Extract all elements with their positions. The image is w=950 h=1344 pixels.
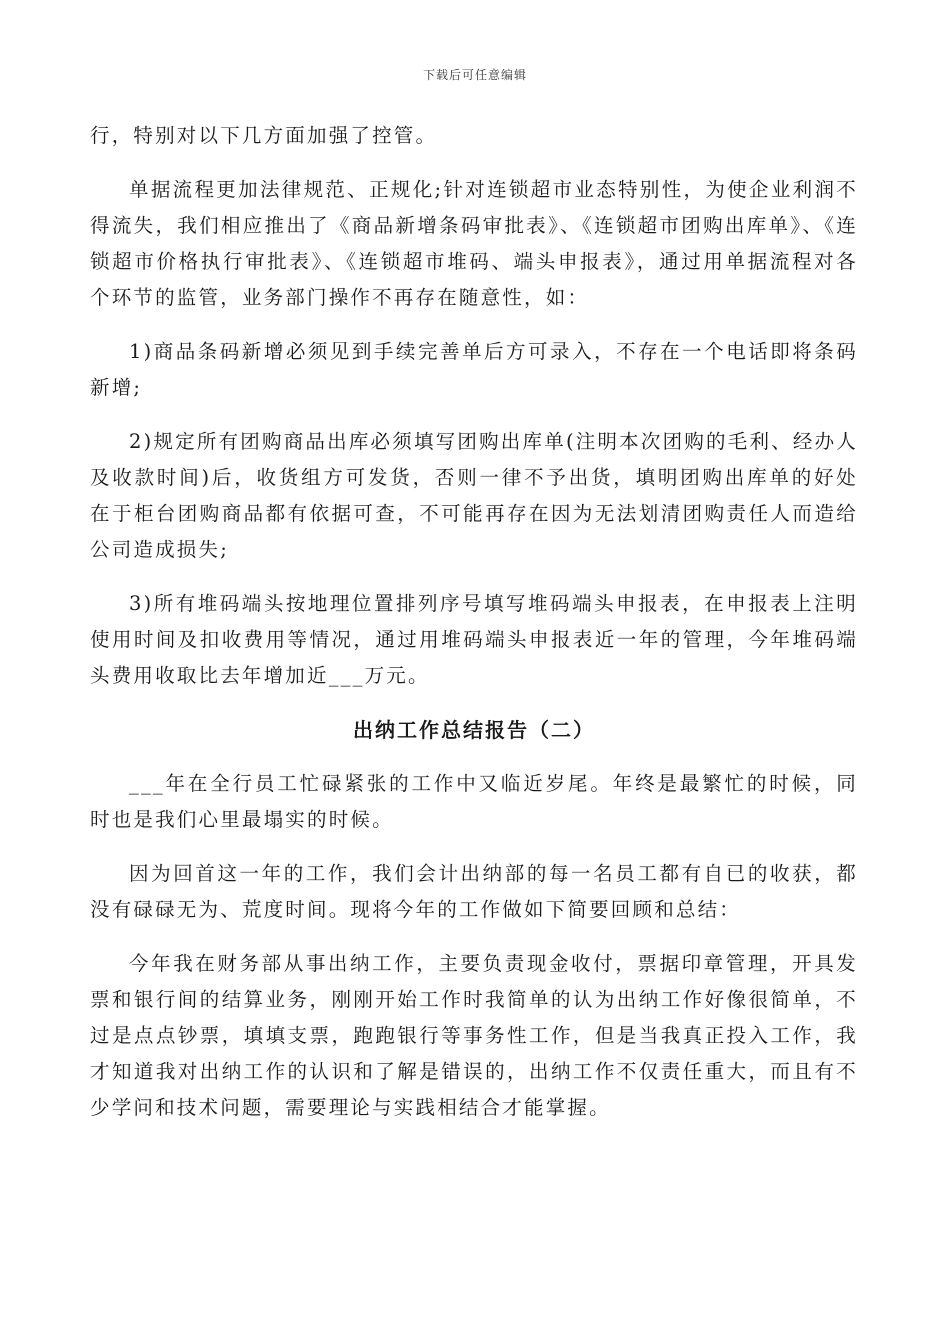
header-note: 下载后可任意编辑 (422, 68, 527, 82)
paragraph-cashier-work: 今年我在财务部从事出纳工作，主要负责现金收付，票据印章管理，开具发票和银行间的结算业务，刚刚开始工作时我简单的认为出纳工作好像很简单，不过是点点钞票，填填支票，跑跑银行等事务性工作，但是当我真正投入工作，我才知道我对出纳工作的认识和了解是错误的，出纳工作不仅责任重大，而且有不少学问和技术问题，需要理论与实践相结合才能掌握。 (90, 952, 858, 1119)
fill-in-blank: ___ (328, 664, 365, 687)
paragraph-item-2: 2)规定所有团购商品出库必须填写团购出库单(注明本次团购的毛利、经办人及收款时间)后，收货组方可发货，否则一律不予出货，填明团购出库单的好处在于柜台团购商品都有依据可查，不可能再存在因为无法划清团购责任人而造给公司造成损失; (90, 430, 858, 561)
paragraph-continuation: 行，特别对以下几方面加强了控管。 (90, 124, 438, 147)
paragraph-item-3-text: 3)所有堆码端头按地理位置排列序号填写堆码端头申报表，在申报表上注明使用时间及扣收费用等情况，通过用堆码端头申报表近一年的管理，今年堆码端头费用收取比去年增加近 (90, 592, 858, 687)
section-heading: 出纳工作总结报告（二） (353, 718, 595, 742)
paragraph-item-1: 1)商品条码新增必须见到手续完善单后方可录入，不存在一个电话即将条码新增; (90, 340, 858, 399)
document-body (90, 118, 858, 1144)
paragraph-item-3 (90, 586, 858, 694)
paragraph-document-flow: 单据流程更加法律规范、正规化;针对连锁超市业态特别性，为使企业利润不得流失，我们相应推出了《商品新增条码审批表》、《连锁超市团购出库单》、《连锁超市价格执行审批表》、《连锁超市堆码、端头申报表》，通过用单据流程对各个环节的监管，业务部门操作不再存在随意性，如： (90, 178, 858, 309)
fill-in-blank-year: ___ (129, 772, 165, 795)
paragraph-review: 因为回首这一年的工作，我们会计出纳部的每一名员工都有自已的收获，都没有碌碌无为、荒度时间。现将今年的工作做如下简要回顾和总结： (90, 862, 858, 921)
paragraph-intro (90, 766, 858, 838)
paragraph-item-3-end: 万元。 (364, 664, 430, 687)
paragraph-intro-text: 年在全行员工忙碌紧张的工作中又临近岁尾。年终是最繁忙的时候，同时也是我们心里最塌实的时候。 (90, 772, 858, 831)
